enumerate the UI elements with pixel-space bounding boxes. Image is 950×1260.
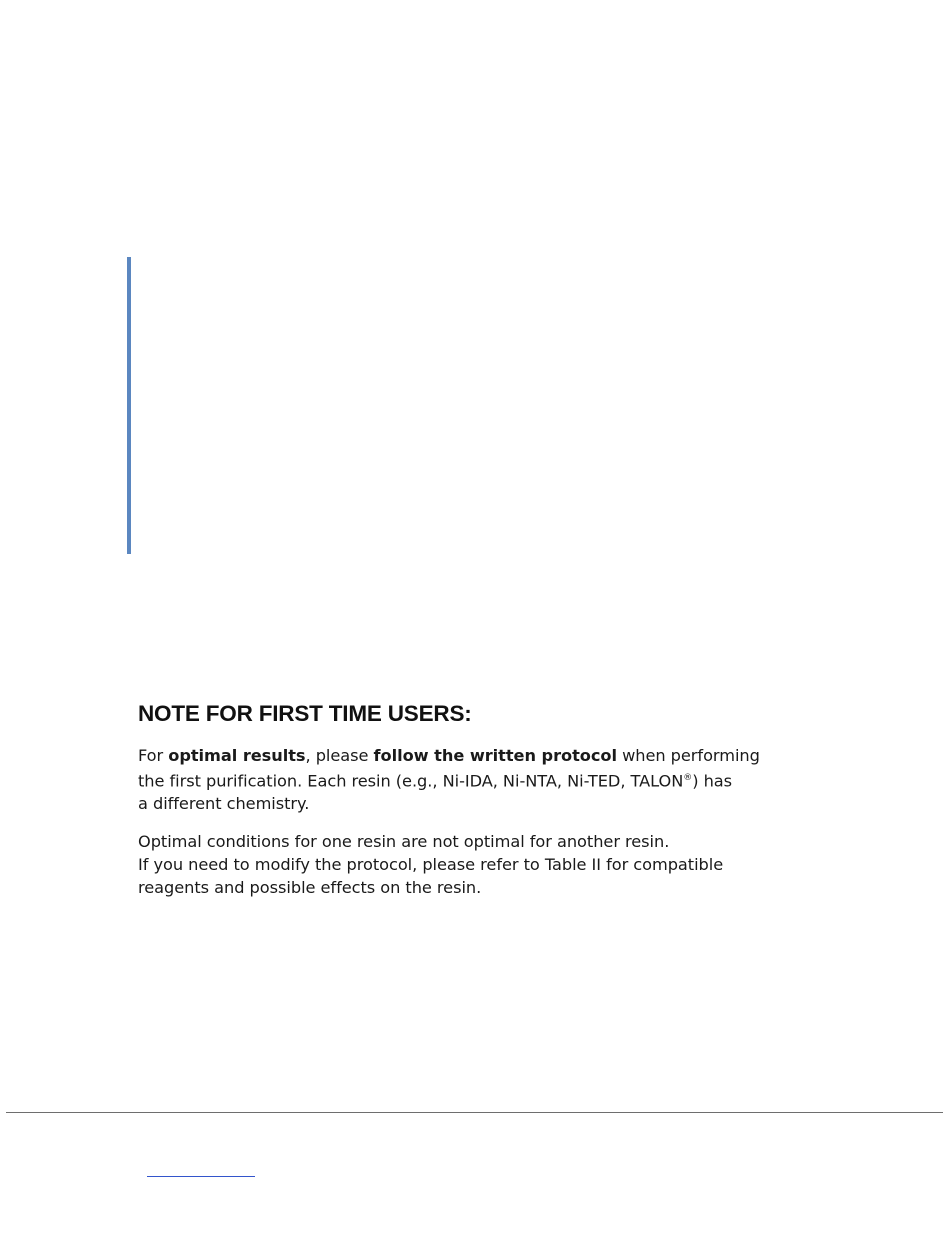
accent-bar	[127, 257, 131, 554]
para1-text-please: , please	[305, 746, 374, 765]
para1-text-resin-list: the first purification. Each resin (e.g., Ni-IDA, Ni-NTA, Ni-TED, TALON	[138, 771, 684, 791]
footer-link-underline[interactable]	[147, 1176, 255, 1177]
note-heading: NOTE FOR FIRST TIME USERS:	[138, 701, 472, 726]
para2-line-3: reagents and possible effects on the resin.	[138, 878, 482, 897]
registered-mark: ®	[683, 773, 693, 783]
note-paragraph-protocol	[138, 744, 838, 815]
para1-text-for: For	[138, 746, 169, 765]
para2-line-1: Optimal conditions for one resin are not optimal for another resin.	[138, 832, 670, 851]
note-paragraph-conditions	[138, 830, 838, 899]
para1-text-when-performing: when performing	[616, 746, 760, 765]
para2-line-2: If you need to modify the protocol, please refer to Table II for compatible	[138, 855, 724, 874]
para1-text-has: ) has	[692, 771, 733, 791]
para1-text-chemistry: a different chemistry.	[138, 794, 310, 814]
para1-bold-optimal-results: optimal results	[168, 746, 306, 765]
footer-divider	[6, 1112, 943, 1113]
para1-bold-follow-protocol: follow the written protocol	[373, 746, 617, 765]
first-time-users-note	[138, 700, 838, 897]
